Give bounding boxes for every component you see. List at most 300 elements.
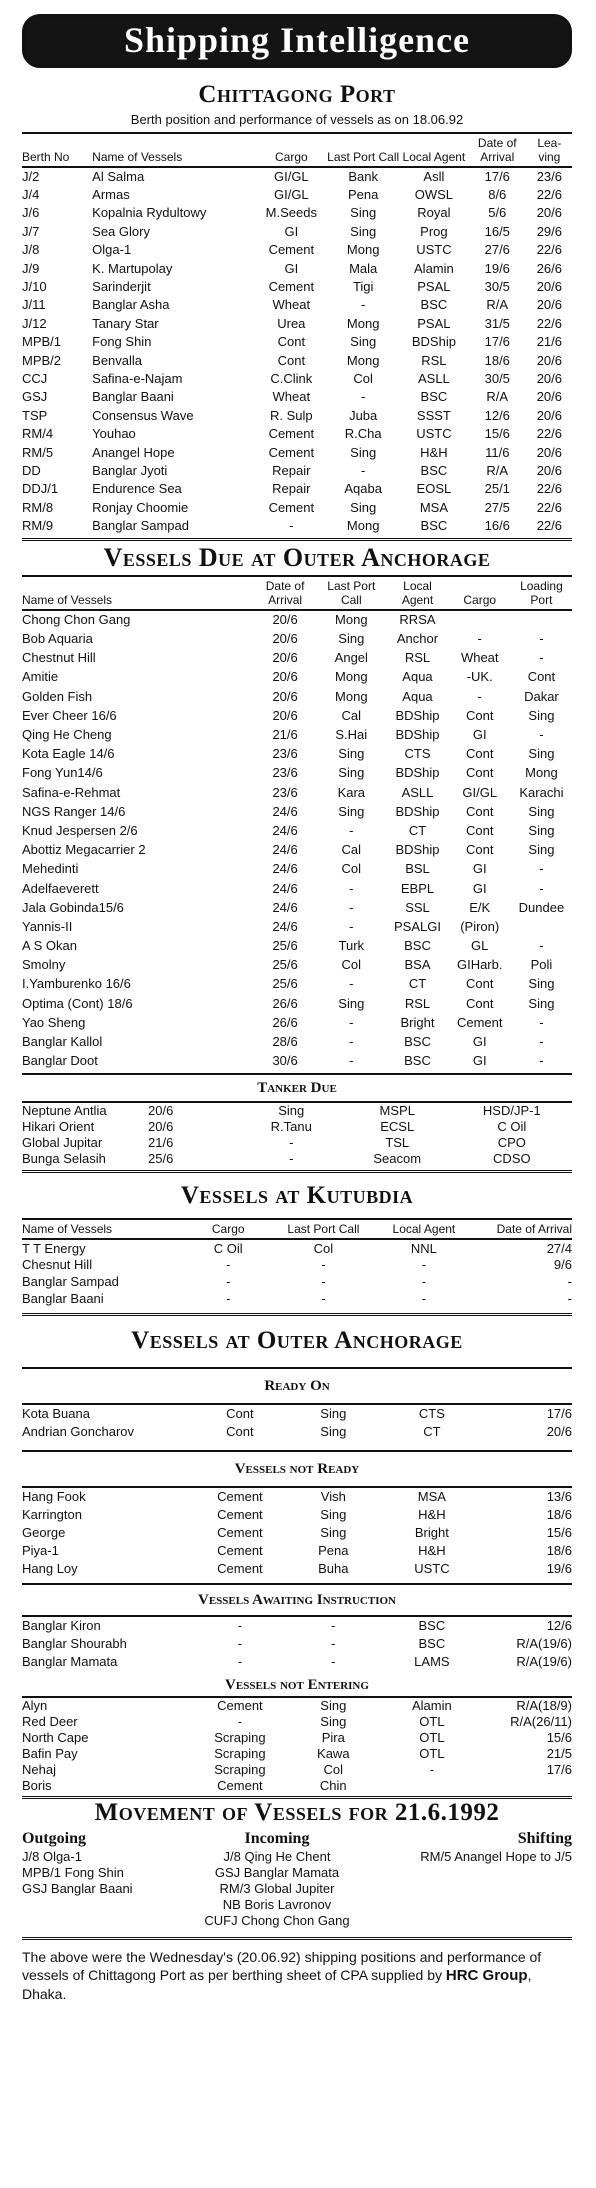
table-cell: ASLL [417,370,450,386]
table-cell: Alamin [412,1698,452,1714]
table-row [22,406,572,424]
table-cell: R/A(26/11) [510,1713,572,1729]
table-cell: BDShip [411,334,456,350]
table-cell: Sing [528,976,555,992]
table-cell: 27/4 [546,1240,572,1256]
table-cell: 18/6 [484,352,510,368]
table-cell: 17/6 [546,1761,572,1777]
table-cell [511,917,572,936]
table-row [22,351,572,369]
table-cell: J/9 [22,260,40,276]
table-cell: HSD/JP-1 [482,1103,541,1119]
table-row [22,610,572,629]
table-cell: BSC [420,462,448,478]
table-row [22,1523,572,1541]
column-header: Name of Vessels [22,1222,113,1237]
table-cell: Cont [465,842,494,858]
table-cell: Optima (Cont) 18/6 [22,995,133,1011]
table-cell: J/4 [22,187,40,203]
table-cell: - [421,1291,427,1307]
table-cell: DDJ/1 [22,481,59,497]
table-row [22,1505,572,1523]
table-cell: MPB/1 [22,334,62,350]
table-row [22,936,572,955]
footnote-end: , Dhaka. [22,1967,532,2003]
table-cell: 22/6 [536,187,562,203]
movement-item: GSJ Banglar Mamata [214,1865,340,1881]
table-row [22,1118,572,1134]
table-cell: Sing [528,746,555,762]
table-cell: Bright [414,1524,449,1540]
table-row [22,725,572,744]
table-cell: Cont [465,746,494,762]
table-cell: Kopalnia Rydultowy [92,205,207,221]
column-header: Name of Vessels [92,150,183,164]
port-title: Chittagong Port [198,81,396,108]
table-cell: Wheat [460,650,499,666]
table-cell: 20/6 [272,669,298,685]
table-cell: Sing [320,1698,347,1714]
table-cell: Sing [350,223,377,239]
movement-item: MPB/1 Fong Shin [22,1865,124,1881]
table-cell: Safina-e-Najam [92,370,183,386]
table-cell: - [237,1618,243,1634]
table-cell: Col [323,1761,344,1777]
table-cell: - [321,1274,326,1290]
table-row [22,1051,572,1070]
table-cell: Cement [456,1014,503,1030]
table-cell: CDSO [493,1150,531,1166]
table-cell: C Oil [213,1240,243,1256]
table-cell: RM/8 [22,499,54,515]
table-cell: 19/6 [546,1560,572,1576]
table-cell: TSP [22,407,48,423]
table-cell: BDShip [395,803,440,819]
table-cell: Chin [319,1777,347,1793]
table-cell: Banglar Jyoti [92,462,168,478]
table-cell: 29/6 [536,223,562,239]
table-cell: 27/6 [484,242,510,258]
table-cell: Chong Chon Gang [22,612,131,628]
notentering-title: Vessels not Entering [225,1677,369,1694]
table-row [22,1487,572,1505]
table-cell: 21/6 [272,727,298,743]
table-cell: 21/5 [546,1745,572,1761]
table-cell: - [539,650,544,666]
table-cell: - [331,1653,336,1669]
table-cell: Repair [272,462,311,478]
table-cell: Scraping [214,1761,266,1777]
table-cell: 30/6 [272,1053,298,1069]
table-cell: 26/6 [536,260,562,276]
table-row [22,974,572,993]
table-cell: 21/6 [148,1134,174,1150]
table-cell: Cont [465,976,494,992]
table-cell: - [349,899,354,915]
table-cell: 22/6 [536,315,562,331]
table-cell [449,610,511,629]
table-cell: Banglar Asha [92,297,170,313]
table-cell: 22/6 [536,518,562,534]
column-header: Cargo [463,592,497,607]
table-cell: 31/5 [484,315,510,331]
table-cell: BSC [420,389,448,405]
table-cell: 22/6 [536,242,562,258]
table-cell: 20/6 [272,612,298,628]
table-cell: ASLL [401,784,434,800]
table-cell: 24/6 [272,842,298,858]
column-header: Local Agent [401,578,434,607]
table-row [22,277,572,295]
table-row [22,461,572,479]
table-row [22,1102,572,1118]
table-cell: Mong [335,612,368,628]
table-cell: Sing [338,803,365,819]
table-cell: Cont [465,803,494,819]
table-row [22,1745,572,1761]
table-cell: Cement [268,242,315,258]
table-row [22,744,572,763]
table-cell: 22/6 [536,426,562,442]
table-cell: - [349,822,354,838]
table-row [22,687,572,706]
shifting-title: Shifting [517,1830,572,1848]
table-cell: Sing [350,334,377,350]
table-cell: - [331,1635,336,1651]
table-cell: Yao Sheng [22,1014,86,1030]
table-cell: BSC [404,1034,431,1050]
table-cell: Sing [528,803,555,819]
table-row [22,1616,572,1634]
column-header: Last Port Call [327,578,376,607]
table-cell: RSL [404,995,431,1011]
table-cell: BDShip [395,707,440,723]
table-row [22,259,572,277]
table-cell: I.Yamburenko 16/6 [22,976,131,992]
table-cell: RM/9 [22,518,54,534]
table-cell: - [349,1034,354,1050]
table-cell: GSJ [22,389,48,405]
table-row [22,1239,572,1256]
table-cell: Bafin Pay [22,1745,78,1761]
table-cell: MPB/2 [22,352,62,368]
table-cell: Fong Yun14/6 [22,765,103,781]
table-cell: BSC [418,1618,446,1634]
table-cell: 20/6 [536,444,562,460]
table-cell: GIHarb. [456,957,503,973]
table-cell: EOSL [416,481,452,497]
notentering-table [22,1696,572,1793]
table-cell: - [429,1761,435,1777]
table-cell: - [567,1274,572,1290]
table-cell: GI/GL [462,784,498,800]
table-cell: M.Seeds [265,205,317,221]
table-row [22,1652,572,1670]
table-cell: Kawa [317,1745,350,1761]
table-cell: - [226,1257,231,1273]
table-row [22,204,572,222]
table-cell: MSA [419,499,448,515]
table-cell: 17/6 [546,1406,572,1422]
footnote-text: The above were the Wednesday's (20.06.92) shipping positions and performance of vessels of Chittagong Port as per berthing sheet of CPA supplied by [22,1949,542,1984]
table-cell: GI [472,861,487,877]
table-cell: 25/6 [272,938,298,954]
table-cell: H&H [418,1542,446,1558]
table-cell: Sing [528,707,555,723]
table-cell: 24/6 [272,803,298,819]
table-cell: NGS Ranger 14/6 [22,803,126,819]
table-cell: Sing [350,205,377,221]
table-cell: A S Okan [22,938,77,954]
table-cell: Safina-e-Rehmat [22,784,121,800]
table-cell: Cement [217,1489,263,1505]
table-cell: - [421,1274,427,1290]
table-cell: Andrian Goncharov [22,1423,135,1439]
footnote-bold: HRC Group [445,1967,528,1985]
table-cell: Cont [226,1423,254,1439]
table-cell: Cement [217,1506,263,1522]
table-row [22,917,572,936]
table-cell: - [361,462,366,478]
table-cell: Aqua [402,669,433,685]
table-cell: Bank [348,169,378,185]
table-cell: 17/6 [484,334,510,350]
table-cell: Repair [272,481,311,497]
movement-item: RM/3 Global Jupiter [219,1881,335,1897]
table-row [22,878,572,897]
table-cell: 20/6 [536,205,562,221]
incoming-title: Incoming [244,1830,310,1848]
table-cell: R/A [486,389,509,405]
table-cell: 12/6 [484,407,510,423]
table-cell: 20/6 [546,1423,572,1439]
table-cell: TSL [385,1134,410,1150]
table-cell: Cont [465,995,494,1011]
table-cell: CT [408,822,427,838]
table-cell: - [421,1257,427,1273]
table-cell: 12/6 [546,1618,572,1634]
table-cell: 20/6 [536,279,562,295]
table-cell: R/A(18/9) [516,1698,572,1714]
table-cell: - [361,297,366,313]
table-cell: CTS [418,1406,445,1422]
table-cell: H&H [420,444,448,460]
table-row [22,648,572,667]
table-cell: MSA [417,1489,446,1505]
table-cell: BSC [404,938,431,954]
table-row [22,1256,572,1273]
table-cell: Prog [420,223,448,239]
awaiting-table [22,1615,572,1670]
table-cell: Ever Cheer 16/6 [22,707,117,723]
table-cell: CPO [497,1134,526,1150]
table-cell: - [539,880,544,896]
table-row [22,802,572,821]
table-cell: - [539,938,544,954]
column-header: Local Agent [392,1222,456,1237]
table-cell: Wheat [272,389,311,405]
table-cell: 20/6 [272,650,298,666]
table-cell: - [539,1034,544,1050]
table-cell: Sing [320,1524,347,1540]
table-cell: Karrington [22,1506,82,1522]
table-cell: Sing [320,1423,347,1439]
table-cell: - [321,1291,326,1307]
table-cell: Col [341,861,362,877]
table-cell: - [361,389,366,405]
table-cell: Juba [349,407,378,423]
table-row [22,333,572,351]
table-cell: Cal [341,842,362,858]
table-cell: Cont [277,352,306,368]
table-cell: 22/6 [536,481,562,497]
table-cell: - [349,880,354,896]
table-cell: - [349,918,354,934]
table-cell: E/K [469,899,491,915]
table-cell: MSPL [379,1103,415,1119]
table-cell: Mong [346,242,380,258]
table-cell: - [289,518,294,534]
table-cell: Knud Jespersen 2/6 [22,822,138,838]
table-row [22,783,572,802]
table-cell: Cement [217,1542,263,1558]
due-table [22,575,572,1071]
table-cell: Cement [217,1524,263,1540]
table-row [22,443,572,461]
table-cell: 20/6 [536,407,562,423]
table-cell: Banglar Sampad [22,1274,119,1290]
table-cell: RRSA [399,612,436,628]
column-header: Berth No [22,150,70,164]
table-cell: 17/6 [484,169,510,185]
table-cell: Chesnut Hill [22,1257,93,1273]
table-cell: Adelfaeverett [22,880,99,896]
table-cell: George [22,1524,66,1540]
table-cell: - [539,727,544,743]
column-header: Cargo [274,150,308,164]
table-cell: Cement [217,1698,263,1714]
table-cell: Asll [423,169,445,185]
table-cell: ECSL [380,1118,415,1134]
table-cell: S.Hai [335,727,368,743]
table-cell: 15/6 [546,1524,572,1540]
table-cell: EBPL [400,880,435,896]
table-cell: Urea [277,315,306,331]
table-cell: - [321,1257,326,1273]
table-row [22,1697,572,1713]
table-cell: 24/6 [272,899,298,915]
table-cell: Sing [528,842,555,858]
table-cell: Kota Eagle 14/6 [22,746,115,762]
table-cell: Sing [320,1506,347,1522]
table-cell: CCJ [22,370,48,386]
table-row [22,955,572,974]
table-cell: Karachi [519,784,564,800]
table-cell: GI [472,1053,487,1069]
movement-item: J/8 Olga-1 [22,1849,82,1865]
table-cell: Scraping [214,1745,266,1761]
table-cell: J/2 [22,169,40,185]
table-cell: RSL [421,352,447,368]
table-cell: - [477,631,482,647]
table-cell: 11/6 [485,444,510,460]
table-cell: Red Deer [22,1713,78,1729]
table-cell: Sing [338,631,365,647]
table-row [22,296,572,314]
table-row [22,1013,572,1032]
table-cell: - [539,861,544,877]
table-row [22,1032,572,1051]
table-cell: 16/6 [484,518,510,534]
table-cell: Banglar Sampad [92,518,189,534]
due-title: Vessels Due at Outer Anchorage [103,542,491,572]
table-cell: OWSL [414,187,454,203]
table-cell: Banglar Mamata [22,1653,118,1669]
table-cell: BSL [405,861,430,877]
table-cell: J/8 [22,242,40,258]
table-cell: 30/5 [484,279,510,295]
table-cell: 20/6 [536,297,562,313]
table-cell: USTC [414,1560,450,1576]
table-cell: - [237,1635,243,1651]
berth-caption: Berth position and performance of vessels as on 18.06.92 [130,112,464,127]
table-cell: Armas [92,187,130,203]
kutub-table [22,1218,572,1307]
table-cell: Bunga Selasih [22,1150,106,1166]
table-cell: R.Cha [344,426,382,442]
table-cell: Pira [321,1729,345,1745]
table-cell: Col [313,1240,334,1256]
table-row [22,1404,572,1422]
table-row [22,1777,572,1793]
table-row [22,1729,572,1745]
table-cell: 15/6 [546,1729,572,1745]
table-cell: - [226,1291,231,1307]
ready-table [22,1403,572,1440]
table-cell: - [539,1053,544,1069]
table-cell: Banglar Kiron [22,1618,101,1634]
table-cell: - [539,631,544,647]
table-cell: 20/6 [536,352,562,368]
table-cell: J/11 [22,297,46,313]
table-cell: Alamin [414,260,454,276]
table-cell: 25/6 [148,1150,174,1166]
table-row [22,1761,572,1777]
table-row [22,994,572,1013]
table-cell: Sing [320,1406,347,1422]
table-cell: BDShip [395,727,440,743]
table-cell: 23/6 [272,746,298,762]
tanker-table [22,1101,572,1166]
table-cell: 19/6 [484,260,510,276]
table-cell: 25/6 [272,976,298,992]
table-cell: 20/6 [272,707,298,723]
table-cell: Anchor [396,631,439,647]
table-cell: 20/6 [536,462,562,478]
table-cell: 18/6 [546,1506,572,1522]
table-cell: Cement [268,426,315,442]
table-cell: Cont [465,822,494,838]
table-row [22,667,572,686]
table-cell: Mong [525,765,558,781]
table-row [22,1273,572,1290]
table-cell: GI/GL [273,187,309,203]
table-cell: GI/GL [273,169,309,185]
table-cell: Aqaba [344,481,382,497]
table-cell: 23/6 [536,169,562,185]
table-cell: 20/6 [536,370,562,386]
table-cell: J/6 [22,205,40,221]
